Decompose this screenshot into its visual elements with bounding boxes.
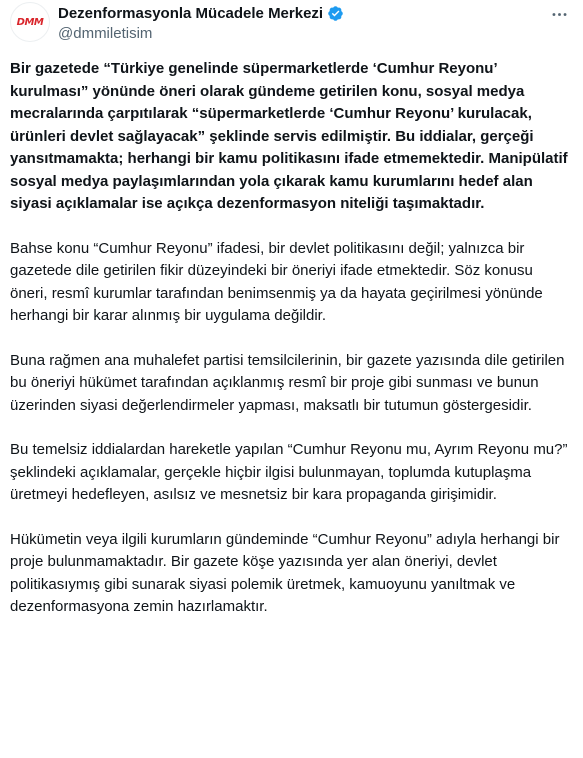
more-options-icon[interactable] xyxy=(547,4,571,24)
tweet-paragraph: Hükümetin veya ilgili kurumların gündeminde “Cumhur Reyonu” adıyla herhangi bir proje bulunmamaktadır. Bir gazete köşe yazısında yer alan öneriyi, devlet politikasıymış gibi sunarak siyasi polemik üretmek, kamuoyunu yanıltmak ve dezenformasyona zemin hazırlamaktır. xyxy=(10,530,560,615)
more-options-svg xyxy=(550,5,569,24)
author-name-row[interactable] xyxy=(58,3,344,23)
author-display-name[interactable]: Dezenformasyonla Mücadele Merkezi xyxy=(58,4,324,22)
tweet-text xyxy=(10,58,574,641)
avatar[interactable] xyxy=(10,2,50,42)
verified-badge-icon xyxy=(327,5,344,22)
tweet-header xyxy=(10,0,573,52)
tweet-paragraph: Buna rağmen ana muhalefet partisi temsilcilerinin, bir gazete yazısında dile getirilen bu öneriyi hükümet tarafından açıklanmış resmî bir proje gibi sunması ve bunun üzerinden siyasi değerlendirmeler yapması, maksatlı bir tutumun göstergesidir. xyxy=(10,351,565,414)
tweet-paragraph: Bu temelsiz iddialardan hareketle yapılan “Cumhur Reyonu mu, Ayrım Reyonu mu?” şeklindeki açıklamalar, gerçekle hiçbir ilgisi bulunmayan, toplumda kutuplaşma üretmeyi hedefleyen, asılsız ve mesnetsiz bir kara propaganda girişimidir. xyxy=(10,441,568,503)
avatar-logo-text: DMM xyxy=(16,16,44,28)
verified-badge-svg xyxy=(327,5,344,22)
author-handle[interactable]: @dmmiletisim xyxy=(58,25,153,42)
tweet-paragraph: Bahse konu “Cumhur Reyonu” ifadesi, bir devlet politikasını değil; yalnızca bir gazetede dile getirilen fikir düzeyindeki bir öneriyi ifade etmektedir. Söz konusu öneri, resmî kurumlar tarafından benimsenmiş ya da hayata geçirilmesi yönünde herhangi bir karar alınmış bir uygulama değildir. xyxy=(10,239,543,324)
tweet-paragraph-lead: Bir gazetede “Türkiye genelinde süpermarketlerde ‘Cumhur Reyonu’ kurulması” yönünde öneri olarak gündeme getirilen konu, sosyal medya mecralarında çarpıtılarak “süpermarketlerde ‘Cumhur Reyonu’ kurulacak, ürünleri devlet sağlayacak” şeklinde servis edilmiştir. Bu iddialar, gerçeği yansıtmamakta; herhangi bir kamu politikasını ifade etmemektedir. Manipülatif sosyal medya paylaşımlarından yola çıkarak kamu kurumlarını hedef alan siyasi açıklamalar ise açıkça dezenformasyon niteliği taşımaktadır. xyxy=(10,60,568,212)
